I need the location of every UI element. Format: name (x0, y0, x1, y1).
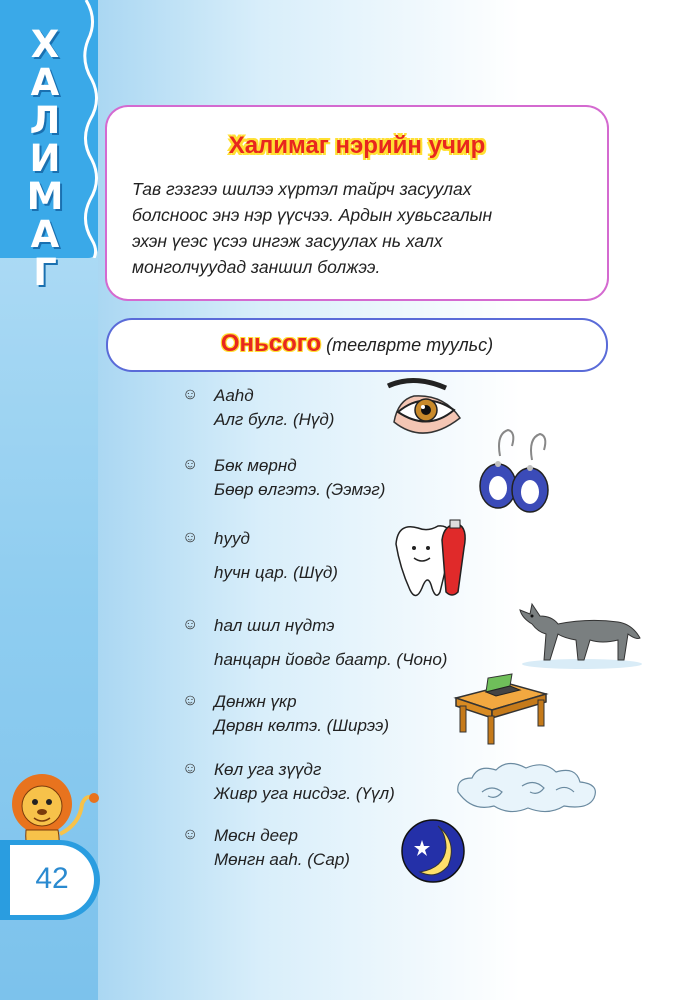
riddle-line-2: hанцарн йовдг баатр. (Чоно) (214, 650, 448, 669)
info-box (110, 110, 604, 296)
riddle-line-1: Мөсн деер (214, 826, 298, 845)
smiley-icon: ☺ (182, 616, 199, 633)
info-text (132, 176, 592, 280)
riddle-line-2: Алг булг. (Нүд) (214, 410, 335, 429)
riddle-line-2: Мөнгн ааh. (Сар) (214, 850, 350, 869)
page-number: 42 (35, 862, 69, 895)
riddle-line-2: Живр уга нисдэг. (Үүл) (214, 784, 395, 803)
riddle-line-2: Дөрвн көлтэ. (Ширээ) (214, 716, 390, 735)
title-letter: А (30, 213, 60, 256)
section-header (110, 322, 604, 368)
riddle-line-1: Дөнжн үкр (214, 692, 297, 711)
riddle-item (182, 826, 542, 876)
riddle-line-1: Көл уга зүүдг (214, 760, 322, 779)
riddle-line-1: Ааhд (214, 386, 254, 405)
riddle-line-1: hал шил нүдтэ (214, 616, 335, 635)
info-line: Тав гэзгээ шилээ хүртэл тайрч засуулах (132, 179, 472, 199)
info-line: монголчуудад заншил болжээ. (132, 257, 381, 277)
smiley-icon: ☺ (182, 529, 199, 546)
eye-icon (384, 376, 464, 442)
smiley-icon: ☺ (182, 826, 199, 843)
smiley-icon: ☺ (182, 456, 199, 473)
info-line: болсноос энэ нэр үүсчээ. Ардын хувьсгалын (132, 205, 493, 225)
section-heading (110, 330, 604, 358)
riddle-item (182, 529, 542, 585)
cloud-icon (452, 756, 604, 818)
title-letter: А (30, 61, 60, 104)
chapter-tab-wave (82, 0, 106, 258)
smiley-icon: ☺ (182, 386, 199, 403)
title-letter: Г (33, 251, 57, 294)
table-icon (450, 668, 550, 748)
title-letter: М (26, 175, 64, 218)
riddle-line-1: Бөк мөрнд (214, 456, 297, 475)
chapter-vertical-title (20, 23, 70, 294)
moon-icon (400, 818, 466, 884)
smiley-icon: ☺ (182, 692, 199, 709)
riddle-item (182, 616, 542, 672)
riddle-line-2: hучн цар. (Шүд) (214, 563, 338, 582)
section-subtitle: (теелврте туульс) (326, 335, 494, 355)
title-letter: Л (29, 99, 61, 142)
riddle-line-2: Бөөр өлгэтэ. (Ээмэг) (214, 480, 386, 499)
wolf-icon (518, 594, 646, 670)
info-line: эхэн үеэс үсээ ингэж засуулах нь халх (132, 231, 443, 251)
riddle-line-1: hууд (214, 529, 250, 548)
title-letter: Х (30, 23, 60, 66)
info-title: Халимаг нэрийн учир (228, 132, 486, 159)
title-letter: И (29, 137, 61, 180)
smiley-icon: ☺ (182, 760, 199, 777)
tooth-icon (388, 518, 474, 608)
section-title: Оньсого (220, 330, 322, 357)
earrings-icon (474, 426, 554, 520)
